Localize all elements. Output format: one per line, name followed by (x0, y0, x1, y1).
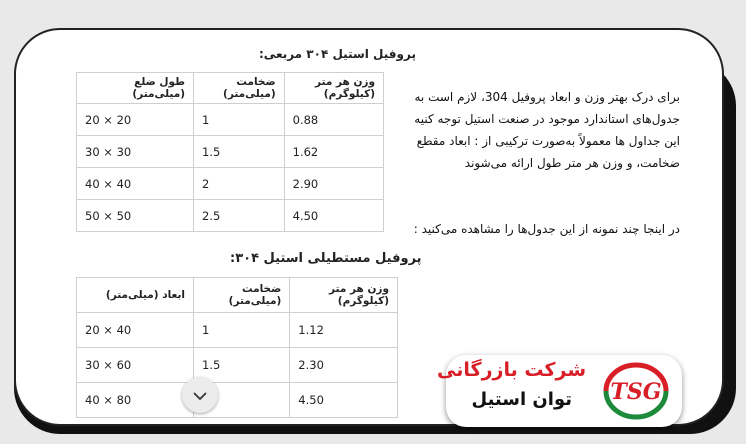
table-cell: 2.30 (290, 348, 398, 383)
table-cell: 1.62 (284, 136, 383, 168)
description-line: جدول‌های استاندارد موجود در صنعت استیل توجه کنیه (414, 112, 680, 126)
table-cell: 1 (194, 104, 285, 136)
column-header: طول ضلع (میلی‌متر) (77, 73, 194, 104)
table-cell: 2 (194, 168, 285, 200)
emblem-text: TSG (610, 379, 662, 405)
description-line: این جداول ها معمولاً به‌صورت ترکیبی از : ابعاد مقطع (416, 134, 680, 148)
expand-button[interactable] (182, 377, 218, 413)
table-row (77, 313, 398, 348)
table-row (77, 383, 398, 418)
column-header: ابعاد (میلی‌متر) (77, 278, 194, 313)
rect-profile-heading: پروفیل مستطیلی استیل ۳۰۴: (230, 251, 422, 266)
table-cell: 4.50 (284, 200, 383, 232)
column-header: وزن هر متر (کیلوگرم) (284, 73, 383, 104)
square-profile-heading: پروفیل استیل ۳۰۴ مربعی: (259, 47, 416, 61)
rect-profile-table (76, 277, 398, 418)
table-cell: 1.12 (290, 313, 398, 348)
column-header: ضخامت (میلی‌متر) (194, 73, 285, 104)
table-cell: 20 × 40 (77, 313, 194, 348)
table-header-row (77, 278, 398, 313)
table-cell: 30 × 30 (77, 136, 194, 168)
table-cell: 4.50 (290, 383, 398, 418)
table-row (77, 168, 384, 200)
description-line: ضخامت، و وزن هر متر طول ارائه می‌شوند (464, 156, 680, 170)
tables-intro-note: در اینجا چند نمونه از این جدول‌ها را مشاهده می‌کنید : (413, 222, 680, 236)
tsg-emblem-icon (596, 360, 676, 422)
table-cell: 1.5 (194, 348, 290, 383)
table-cell: 0.88 (284, 104, 383, 136)
table-cell: 2.90 (284, 168, 383, 200)
column-header: وزن هر متر (کیلوگرم) (290, 278, 398, 313)
table-cell: 1 (194, 313, 290, 348)
company-logo-badge (437, 355, 682, 427)
table-row (77, 348, 398, 383)
table-cell: 1.5 (194, 136, 285, 168)
table-cell: 50 × 50 (77, 200, 194, 232)
table-cell: 40 × 40 (77, 168, 194, 200)
description-line: برای درک بهتر وزن و ابعاد پروفیل 304، لازم است به (414, 90, 680, 104)
company-name-line2: توان استیل (471, 389, 572, 410)
column-header: ضخامت (میلی‌متر) (194, 278, 290, 313)
table-row (77, 200, 384, 232)
table-header-row (77, 73, 384, 104)
company-name-line1: شرکت بازرگانی (437, 359, 586, 381)
square-profile-table (76, 72, 384, 232)
table-row (77, 104, 384, 136)
chevron-down-icon (193, 386, 207, 405)
table-cell: 40 × 80 (77, 383, 194, 418)
table-row (77, 136, 384, 168)
table-cell: 30 × 60 (77, 348, 194, 383)
table-cell: 20 × 20 (77, 104, 194, 136)
table-cell: 2.5 (194, 200, 285, 232)
description-paragraph (388, 86, 680, 174)
